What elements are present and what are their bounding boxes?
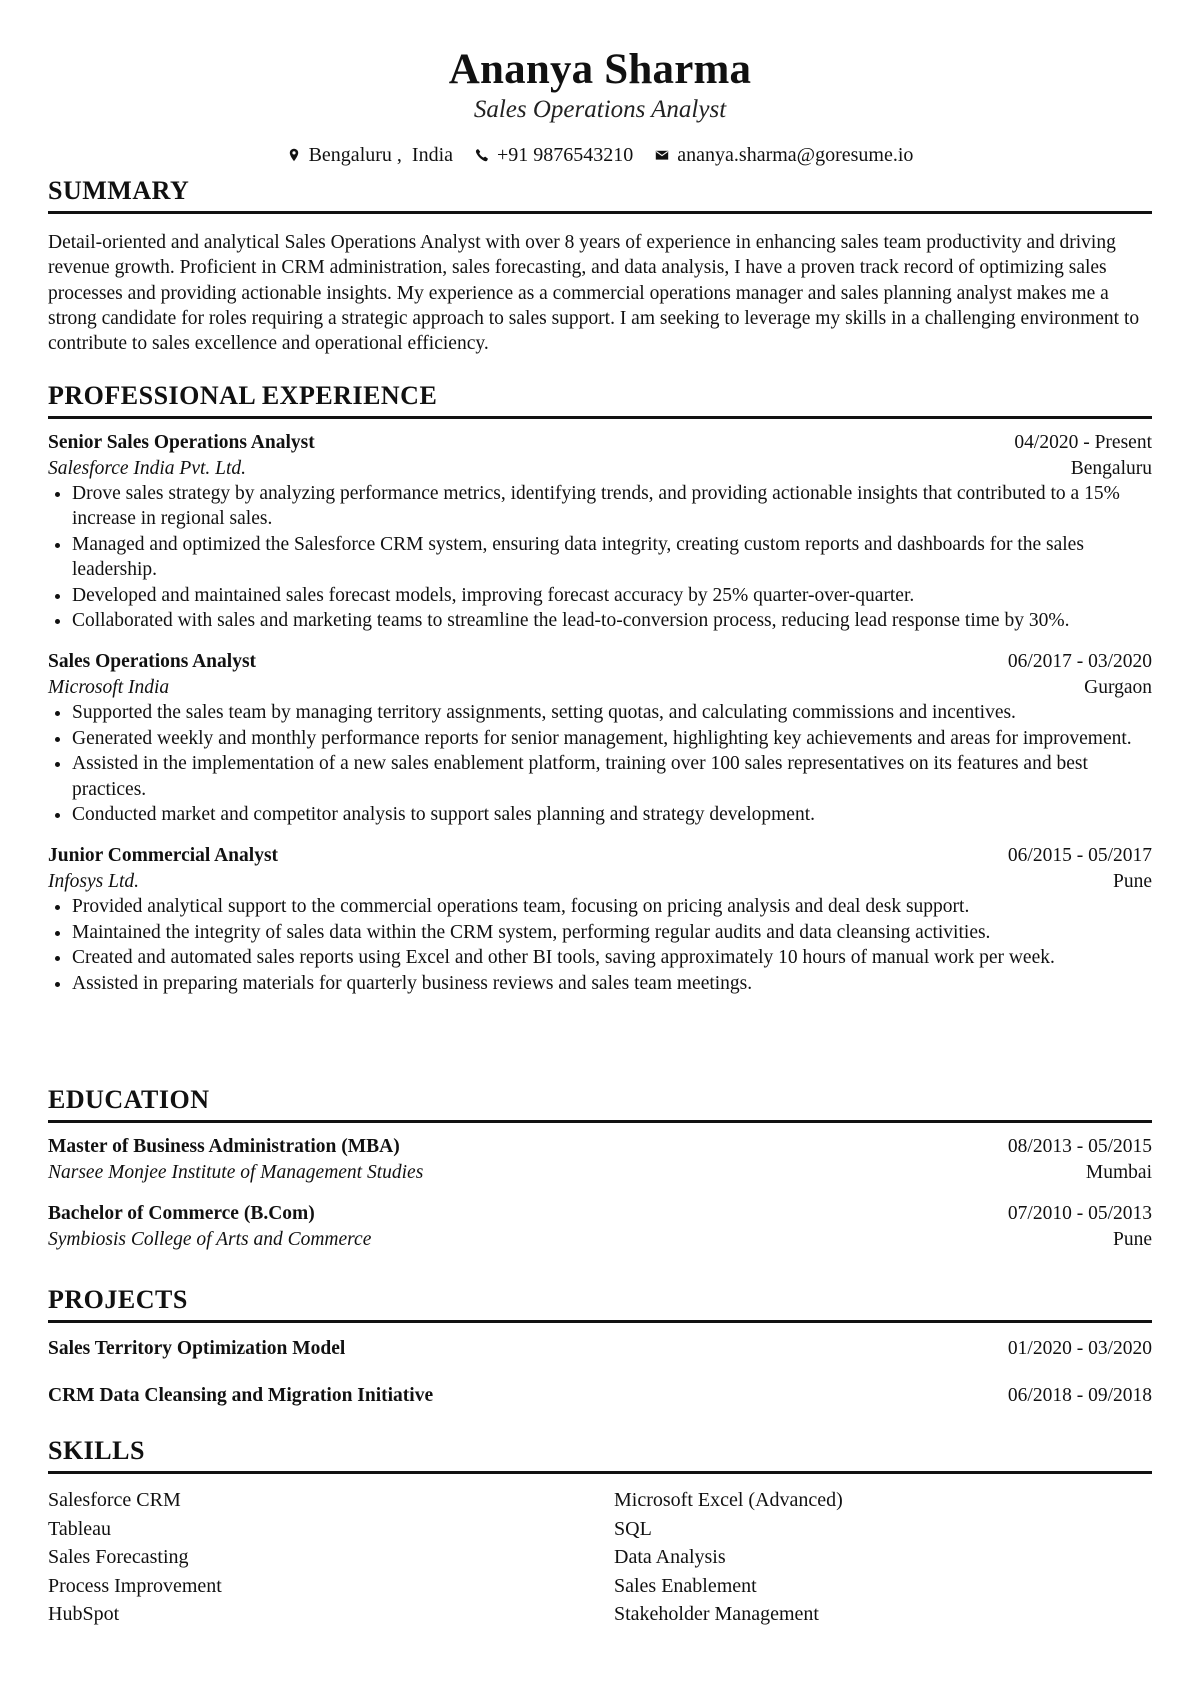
section-title-experience: PROFESSIONAL EXPERIENCE xyxy=(48,381,1152,419)
bullet-item: • Conducted market and competitor analysis to support sales planning and strategy development. xyxy=(72,802,1152,827)
phone-text: +91 9876543210 xyxy=(497,144,634,166)
bullet-item: • Provided analytical support to the commercial operations team, focusing on pricing analysis and deal desk support. xyxy=(72,894,1152,919)
education-entry xyxy=(48,1201,1152,1252)
school: Symbiosis College of Arts and Commerce xyxy=(48,1228,372,1250)
phone-icon xyxy=(475,148,489,162)
job-entry xyxy=(48,430,1152,633)
skill-item: HubSpot xyxy=(48,1603,120,1625)
bullet-item: • Created and automated sales reports using Excel and other BI tools, saving approximately 10 hours of manual work per week. xyxy=(72,945,1152,970)
skill-item: Sales Forecasting xyxy=(48,1546,189,1568)
job-dates: 06/2017 - 03/2020 xyxy=(1007,651,1152,673)
contact-location xyxy=(287,142,453,168)
degree: Bachelor of Commerce (B.Com) xyxy=(48,1203,315,1224)
job-location: Pune xyxy=(1113,870,1152,892)
skill-item: Process Improvement xyxy=(48,1574,222,1597)
project-name: Sales Territory Optimization Model xyxy=(48,1338,346,1359)
degree: Master of Business Administration (MBA) xyxy=(48,1136,400,1157)
skill-item: Sales Enablement xyxy=(614,1574,757,1597)
job-title: Senior Sales Operations Analyst xyxy=(48,432,315,453)
job-company: Salesforce India Pvt. Ltd. xyxy=(48,457,247,479)
section-title-education: EDUCATION xyxy=(48,1085,1152,1123)
job-title: Sales Operations Analyst xyxy=(48,651,257,673)
job-entry xyxy=(48,649,1152,827)
experience-section xyxy=(48,381,1152,996)
project-entry xyxy=(48,1336,1152,1362)
summary-section xyxy=(48,176,1152,356)
skill-item: Stakeholder Management xyxy=(614,1603,819,1625)
skill-item: Data Analysis xyxy=(614,1546,726,1568)
job-location: Gurgaon xyxy=(1084,676,1152,698)
project-dates: 01/2020 - 03/2020 xyxy=(1007,1338,1152,1359)
education-location: Mumbai xyxy=(1085,1161,1152,1183)
summary-text: Detail-oriented and analytical Sales Operations Analyst with over 8 years of experience in enhancing sales team productivity and driving revenue growth. Proficient in CRM administration, sales forecasting, and data analysis, I have a proven track record of optimizing sales processes and providing actionable insights. My experience as a commercial operations manager and sales planning analyst makes me a strong candidate for roles requiring a strategic approach to sales support. I am seeking to leverage my skills in a challenging environment to contribute to sales excellence and operational efficiency. xyxy=(48,232,1140,355)
projects-section xyxy=(48,1285,1152,1408)
bullet-item: • Collaborated with sales and marketing teams to streamline the lead-to-conversion process, reducing lead response time by 30%. xyxy=(72,608,1152,633)
job-entry xyxy=(48,843,1152,996)
project-entry xyxy=(48,1383,1152,1409)
job-title: Junior Commercial Analyst xyxy=(48,845,279,867)
job-dates: 06/2015 - 05/2017 xyxy=(1007,845,1152,867)
skills-section xyxy=(48,1436,1152,1629)
job-bullets xyxy=(48,894,1152,996)
bullet-item: • Drove sales strategy by analyzing performance metrics, identifying trends, and providing actionable insights that contributed to a 15% increase in regional sales. xyxy=(72,481,1152,532)
project-name: CRM Data Cleansing and Migration Initiative xyxy=(48,1384,434,1406)
candidate-role: Sales Operations Analyst xyxy=(473,96,727,123)
education-section xyxy=(48,1085,1152,1252)
section-title-skills: SKILLS xyxy=(48,1436,1152,1474)
education-dates: 07/2010 - 05/2013 xyxy=(1007,1203,1152,1224)
email-icon xyxy=(655,148,669,162)
education-dates: 08/2013 - 05/2015 xyxy=(1007,1136,1152,1157)
bullet-item: • Maintained the integrity of sales data within the CRM system, performing regular audits and data cleansing activities. xyxy=(72,920,1152,945)
education-entry xyxy=(48,1134,1152,1185)
section-title-projects: PROJECTS xyxy=(48,1285,1152,1323)
skill-item: SQL xyxy=(614,1517,652,1540)
skills-grid xyxy=(48,1486,1152,1629)
job-location: Bengaluru xyxy=(1070,457,1152,479)
bullet-item: • Developed and maintained sales forecast models, improving forecast accuracy by 25% quarter-over-quarter. xyxy=(72,583,1152,608)
job-company: Infosys Ltd. xyxy=(48,870,140,892)
section-title-summary: SUMMARY xyxy=(48,176,1152,214)
bullet-item: • Generated weekly and monthly performance reports for senior management, highlighting key achievements and areas for improvement. xyxy=(72,726,1152,751)
email-text[interactable]: ananya.sharma@goresume.io xyxy=(677,144,914,166)
education-location: Pune xyxy=(1113,1228,1152,1250)
contact-phone xyxy=(475,142,633,168)
job-dates: 04/2020 - Present xyxy=(1014,432,1152,453)
location-pin-icon xyxy=(287,148,301,162)
school: Narsee Monjee Institute of Management Studies xyxy=(48,1161,424,1183)
skill-item: Tableau xyxy=(48,1517,112,1540)
project-dates: 06/2018 - 09/2018 xyxy=(1007,1384,1152,1406)
contact-email xyxy=(655,142,913,168)
job-bullets xyxy=(48,481,1152,633)
skill-item: Salesforce CRM xyxy=(48,1489,181,1511)
bullet-item: • Managed and optimized the Salesforce CRM system, ensuring data integrity, creating custom reports and dashboards for the sales leadership. xyxy=(72,532,1152,583)
bullet-item: • Assisted in the implementation of a new sales enablement platform, training over 100 sales representatives on its features and best practices. xyxy=(72,751,1152,802)
location-text: Bengaluru , India xyxy=(308,144,453,166)
bullet-item: • Assisted in preparing materials for quarterly business reviews and sales team meetings. xyxy=(72,971,1152,996)
skill-item: Microsoft Excel (Advanced) xyxy=(614,1489,843,1511)
job-bullets xyxy=(48,700,1152,827)
job-company: Microsoft India xyxy=(48,676,170,698)
candidate-name: Ananya Sharma xyxy=(448,46,752,93)
bullet-item: • Supported the sales team by managing territory assignments, setting quotas, and calculating commissions and incentives. xyxy=(72,700,1152,725)
contact-bar xyxy=(48,142,1152,168)
